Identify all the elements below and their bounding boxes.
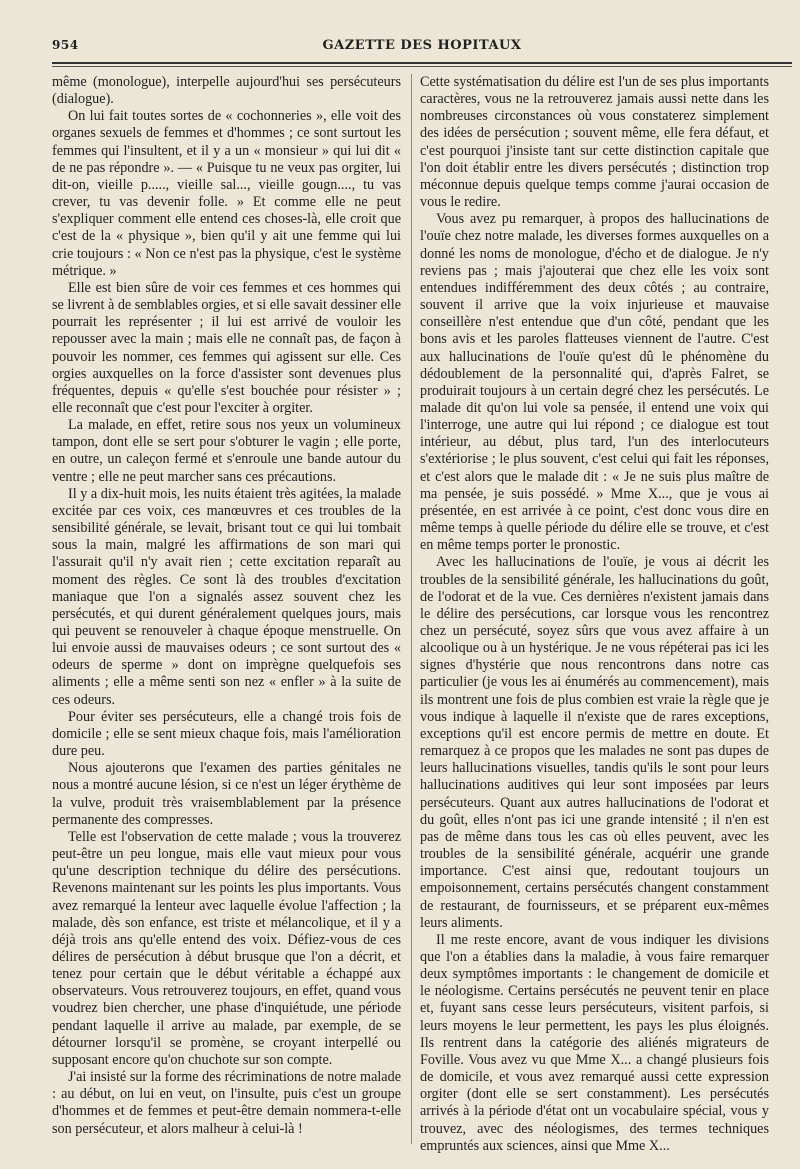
paragraph: Il y a dix-huit mois, les nuits étaient très agitées, la malade excitée par ces voix, ces manœuvres et ces troubles de la sensibilité générale, se levait, brisant tout ce qui lui tombait sous la main, malgré les affirmations de son mari qui l'assurait qu'il n'y avait rien ; cette excitation reparaît au moment des règles. Ce sont là des troubles d'excitation maniaque que l'on a signalés assez souvent chez les persécutés, et qui durent généralement quelques jours, mais qui peuvent se renouveler à chaque époque menstruelle. On lui envoie aussi de mauvaises odeurs ; ce sont surtout des « odeurs de sperme » dont on imprègne quelquefois ses aliments ; elle a même senti son nez « enfler » à la suite de ces odeurs. [52,485,401,708]
left-column [52,74,401,1154]
page-number: 954 [52,38,79,52]
header-rule [52,62,792,64]
paragraph: Il me reste encore, avant de vous indiquer les divisions que l'on a établies dans la maladie, à vous faire remarquer deux symptômes importants : le changement de domicile et le néologisme. Certains persécutés ne peuvent tenir en place et, fuyant sans cesse leurs persécuteurs, visitent parfois, si leurs moyens le leur permettent, les pays les plus éloignés. Ils rentrent dans la catégorie des aliénés migrateurs de Foville. Vous avez vu que Mme X... a changé plusieurs fois de domicile, et vous avez remarqué aussi cette expression orgiter (dont elle se sert constamment). Les persécutés arrivés à la période d'état ont un vocabulaire spécial, vous y trouvez, avec des néologismes, des termes techniques empruntés aux sciences, ainsi que Mme X... [420,931,769,1154]
paragraph: Pour éviter ses persécuteurs, elle a changé trois fois de domicile ; elle se sent mieux chaque fois, mais l'amélioration dure peu. [52,708,401,760]
paragraph: Telle est l'observation de cette malade ; vous la trouverez peut-être un peu longue, mais elle vaut mieux pour vous qu'une description technique du délire des persécutions. Revenons maintenant sur les points les plus importants. Vous avez remarqué la lenteur avec laquelle évolue l'affection ; la malade, dès son enfance, est triste et mélancolique, et il y a déjà trois ans qu'elle entend des voix. Défiez-vous de ces délires de persécution à début brusque que l'on a décrit, et tenez pour certain que le début véritable a échappé aux observateurs. Vous retrouverez toujours, en effet, quand vous voudrez bien chercher, une phase d'inquiétude, une période pendant laquelle il arrive au malade, par exemple, de se détourner lorsqu'il se promène, se croyant interpellé ou supposant encore qu'on chuchote sur son compte. [52,828,401,1068]
page-header [52,36,792,56]
paragraph: Nous ajouterons que l'examen des parties génitales ne nous a montré aucune lésion, si ce n'est un léger érythème de la vulve, produit très vraisemblablement par la présence permanente des compresses. [52,760,401,828]
paragraph: J'ai insisté sur la forme des récriminations de notre malade : au début, on lui en veut, on l'insulte, puis c'est un groupe d'hommes et de femmes et peut-être demain nommera-t-elle son persécuteur, et alors malheur à celui-là ! [52,1069,401,1137]
publication-title: GAZETTE DES HOPITAUX [322,38,522,53]
paragraph: Vous avez pu remarquer, à propos des hallucinations de l'ouïe chez notre malade, les diverses formes auxquelles on a donné les noms de monologue, d'écho et de dialogue. Je n'y reviens pas ; mais j'ajouterai que chez elle les voix sont entendues indifféremment des deux côtés ; au contraire, souvent il arrive que la voix injurieuse et mauvaise conseillère n'est entendue que d'un côté, pendant que les bons avis et les paroles flatteuses viennent de l'autre. C'est aux hallucinations de l'ouïe qu'est dû le phénomène du dédoublement de la personnalité qui, d'après Falret, se produirait toujours à un certain degré chez les persécutés. Le malade dit qu'on lui vole sa pensée, il entend une voix qui l'interroge, une autre qui lui répond ; ce dialogue est tout intérieur, au début, plus tard, l'un des interlocuteurs s'extériorise ; le plus souvent, c'est celui qui fait les réponses, et c'est alors que le malade dit : « Je ne suis plus maître de ma pensée, je suis possédé. » Mme X..., que je vous ai présentée, en est arrivée à ce point, c'est donc vous dire en même temps à quelle période du délire elle se trouve, et c'est en même temps porter le pronostic. [420,211,769,554]
paragraph: même (monologue), interpelle aujourd'hui ses persécuteurs (dialogue). [52,74,401,108]
column-divider [411,74,412,1144]
paragraph: On lui fait toutes sortes de « cochonneries », elle voit des organes sexuels de femmes et d'hommes ; ce sont surtout les femmes qui l'insultent, et il y a un « monsieur » qui lui dit « de ne pas répondre ». — « Puisque tu ne veux pas orgiter, lui dit-on, vieille p....., vieille sal..., vieille gougn...., tu vas crever, tu vas devenir folle. » Et comme elle ne peut s'expliquer comment elle entend ces choses-là, elle croit que c'est de la « physique », bien qu'il y ait une femme qui lui crie toujours : « Non ce n'est pas la physique, c'est le système métrique. » [52,108,401,279]
right-column [420,74,769,1154]
paragraph: Avec les hallucinations de l'ouïe, je vous ai décrit les troubles de la sensibilité générale, les hallucinations du goût, de l'odorat et de la vue. Ces dernières n'existent jamais dans le délire des persécutions, car lorsque vous les rencontrez chez un persécuté, soyez sûrs que vous avez affaire à un alcoolique ou à un hystérique. Je ne vous répéterai pas ici les signes d'hystérie que nous rencontrons dans notre cas particulier (je vous les ai énumérés au commencement), mais ils montrent une fois de plus combien est vraie la règle que je vous indique à laquelle il n'existe que de rares exceptions, exceptions qu'il est encore permis de mettre en doute. Et remarquez à ce propos que les malades ne sont pas dupes de leurs hallucinations visuelles, tandis qu'ils le sont pour leurs hallucinations auditives qui leur sont imposées par leurs persécuteurs. Quant aux autres hallucinations de l'odorat et du goût, elles n'ont pas ici une grande intensité ; il n'en est pas de même dans tous les cas où elles peuvent, avec les troubles de la sensibilité générale, acquérir une grande importance. C'est ainsi que, redoutant toujours un empoisonnement, certains persécutés changent constamment de restaurant, de fournisseurs, et se préparent eux-mêmes leurs aliments. [420,554,769,931]
paragraph: Elle est bien sûre de voir ces femmes et ces hommes qui se livrent à de semblables orgies, et si elle savait dessiner elle pourrait les représenter ; il lui est arrivé de vouloir les repousser avec la main ; mais elle ne connaît pas, de façon à pouvoir les nommer, ces femmes qui agissent sur elle. Ces orgies auxquelles on la force d'assister sont devenues plus fréquentes, depuis « qu'elle s'est bouchée pour résister » ; elle reconnaît que c'est pour l'exciter à orgiter. [52,279,401,416]
paragraph: Cette systématisation du délire est l'un de ses plus importants caractères, vous ne la retrouverez jamais aussi nette dans les nombreuses circonstances où vous constaterez simplement des idées de persécution ; souvent même, elle fera défaut, et c'est pourquoi j'insiste tant sur cette distinction capitale que l'on doit établir entre les divers persécutés ; distinction trop méconnue depuis quelque temps comme j'aurai occasion de vous le redire. [420,74,769,211]
header-rule-thin [52,66,792,67]
paragraph: La malade, en effet, retire sous nos yeux un volumineux tampon, dont elle se sert pour s'obturer le vagin ; elle porte, en outre, un caleçon fermé et s'enroule une bande autour du ventre ; elle ne peut marcher sans ces précautions. [52,417,401,485]
